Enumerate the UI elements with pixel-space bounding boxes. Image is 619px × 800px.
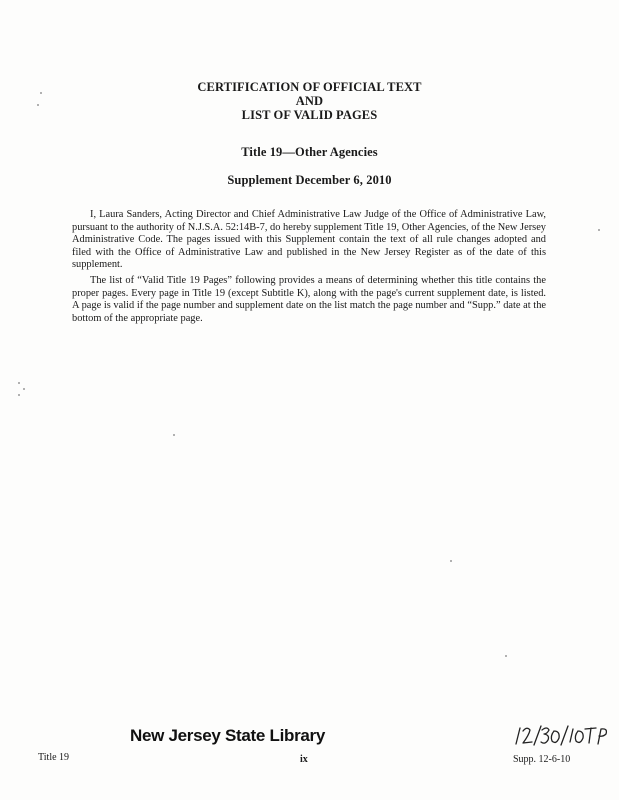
library-stamp: New Jersey State Library	[130, 726, 326, 745]
scan-speck	[40, 92, 42, 94]
footer-title: Title 19	[38, 752, 70, 763]
footer-page-number: ix	[300, 754, 308, 765]
certification-heading: CERTIFICATION OF OFFICIAL TEXT	[197, 80, 422, 94]
footer-supplement-date: Supp. 12-6-10	[513, 754, 571, 765]
handwritten-date-note	[510, 718, 610, 752]
title-heading: Title 19—Other Agencies	[241, 145, 378, 159]
supplement-heading: Supplement December 6, 2010	[227, 173, 392, 187]
scan-speck	[18, 382, 20, 384]
scan-speck	[18, 394, 20, 396]
valid-pages-heading: LIST OF VALID PAGES	[241, 108, 378, 122]
certification-paragraph: I, Laura Sanders, Acting Director and Chief Administrative Law Judge of the Office of Administrative Law, pursuant to the authority of N.J.S.A. 52:14B-7, do hereby supplement Title 19, Other Agencies, of the New Jersey Administrative Code. The pages issued with this Supplement contain the text of all rule changes adopted and filed with the Office of Administrative Law and published in the New Jersey Register as of the date of this supplement.	[72, 209, 546, 271]
scan-speck	[505, 655, 507, 657]
scan-speck	[37, 104, 39, 106]
scan-speck	[450, 560, 452, 562]
heading-conjunction: AND	[295, 94, 324, 108]
valid-pages-paragraph: The list of “Valid Title 19 Pages” following provides a means of determining whether this title contains the proper pages. Every page in Title 19 (except Subtitle K), along with the page's current supplement date, is listed. A page is valid if the page number and supplement date on the list match the page number and “Supp.” date at the bottom of the appropriate page.	[72, 275, 546, 324]
scan-speck	[173, 434, 175, 436]
scan-speck	[23, 388, 25, 390]
scan-speck	[598, 229, 600, 231]
